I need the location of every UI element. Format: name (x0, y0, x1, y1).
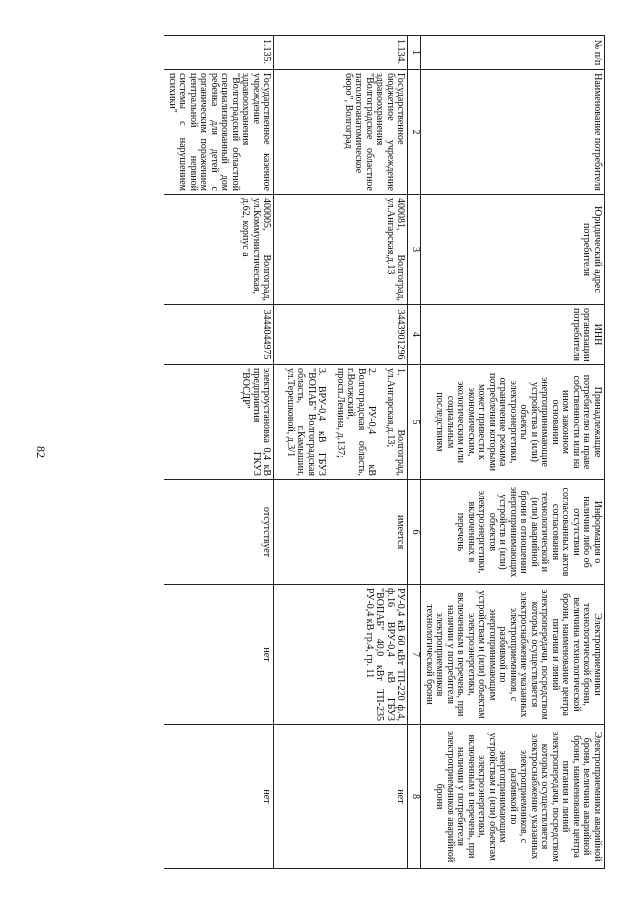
consumer-name: Государственное бюджетное учреждение здравоохранения "Волгоградское областное патологоанатомическое бюро", Волгоград (274, 70, 408, 195)
header-cell-6: Информация о наличии либо об отсутствии согласованных актов согласования технологической и (или) аварийной брони в отношении энергопринимающих устройств и (или) объектов электроэнергетики, включенных в перечень (421, 480, 605, 585)
page-number: 82 (34, 446, 48, 458)
consumer-address: 400081, Волгоград, ул.Ангарская,д.13 (274, 195, 408, 305)
tech-reserve: РУ-0,4 кВ 60 кВт ТП-220 ф.4, ф.16 ВРУ-0,4 кВ ГБУЗ "ВОПАБ" 40,0 кВт ТП-235 РУ-0,4 кВ гр.4, гр. 11 (274, 585, 408, 725)
row-number: 1.135. (165, 36, 275, 70)
column-number: 5 (408, 365, 421, 480)
header-cell-2: Наименование потребителя (421, 70, 605, 195)
emergency-reserve: нет (274, 725, 408, 869)
header-row (421, 36, 605, 869)
header-cell-4: ИНН организации потребителя (421, 305, 605, 365)
row-number: 1.134. (274, 36, 408, 70)
column-number-row (408, 36, 421, 869)
acts-status: имеется (274, 480, 408, 585)
column-number: 3 (408, 195, 421, 305)
consumer-devices (165, 365, 275, 480)
consumers-table (165, 35, 606, 869)
header-cell-1: № п/п (421, 36, 605, 70)
header-cell-3: Юридический адрес потребителя (421, 195, 605, 305)
header-cell-5: Принадлежащие потребителю на праве собственности или на ином законном основании энергопринимающие устройства и (или) объекты электроэнергетики, ограничение режима потребления которыми может привести к экономическим, экологическим или социальным последствиям (421, 365, 605, 480)
rotated-table-container (45, 35, 605, 868)
consumer-devices (274, 365, 408, 480)
header-cell-7: Электроприемники технологической брони, величина технологической брони, наименование центра питания и линий электропередачи, посредством которых осуществляется электроснабжение указанных электроприемников, с разбивкой по энергопринимающим устройствам и (или) объектам электроэнергетики, включенным в перечень, при наличии у потребителя электроприемников технологической брони (421, 585, 605, 725)
acts-status: отсутствует (165, 480, 275, 585)
device-item: 1. Волгоград, ул.Ангарская,д.13; (385, 368, 407, 476)
table-row (274, 36, 408, 869)
consumer-address: 400005, Волгоград, ул.Коммунистическая, д.62, корпус а (165, 195, 275, 305)
device-item: электроустановка 0,4 кВ предприятия ГКУЗ "ВОСДР" (240, 368, 273, 476)
consumer-name: Государственное казенное учреждение здравоохранения "Волгоградский областной специализированный дом ребенка для детей с органическим поражением центральной нервной системы с нарушением психики" (165, 70, 275, 195)
tech-reserve: нет (165, 585, 275, 725)
consumer-inn: 3444044975 (165, 305, 275, 365)
header-cell-8: Электроприемники аварийной брони, величина аварийной брони, наименование центра питания и линий электропередачи, посредством которых осуществляется электроснабжение указанных электроприемников, с разбивкой по энергопринимающим устройствам и (или) объектам электроэнергетики, включенным в перечень, при наличии у потребителя электроприемников аварийной брони (421, 725, 605, 869)
device-item: 2. РУ-0,4 кВ Волгоградская область, г.Волжский, просп.Ленина, д.137; (335, 368, 378, 476)
table-row (165, 36, 275, 869)
consumer-inn: 3443901296 (274, 305, 408, 365)
column-number: 2 (408, 70, 421, 195)
column-number: 7 (408, 585, 421, 725)
emergency-reserve: нет (165, 725, 275, 869)
column-number: 4 (408, 305, 421, 365)
column-number: 1 (408, 36, 421, 70)
column-number: 8 (408, 725, 421, 869)
device-item: 3. ВРУ-0,4 кВ ГБУЗ "ВОПАБ" Волгоградская область, г.Камышин, ул.Терешковой, д.3/1 (285, 368, 328, 476)
column-number: 6 (408, 480, 421, 585)
